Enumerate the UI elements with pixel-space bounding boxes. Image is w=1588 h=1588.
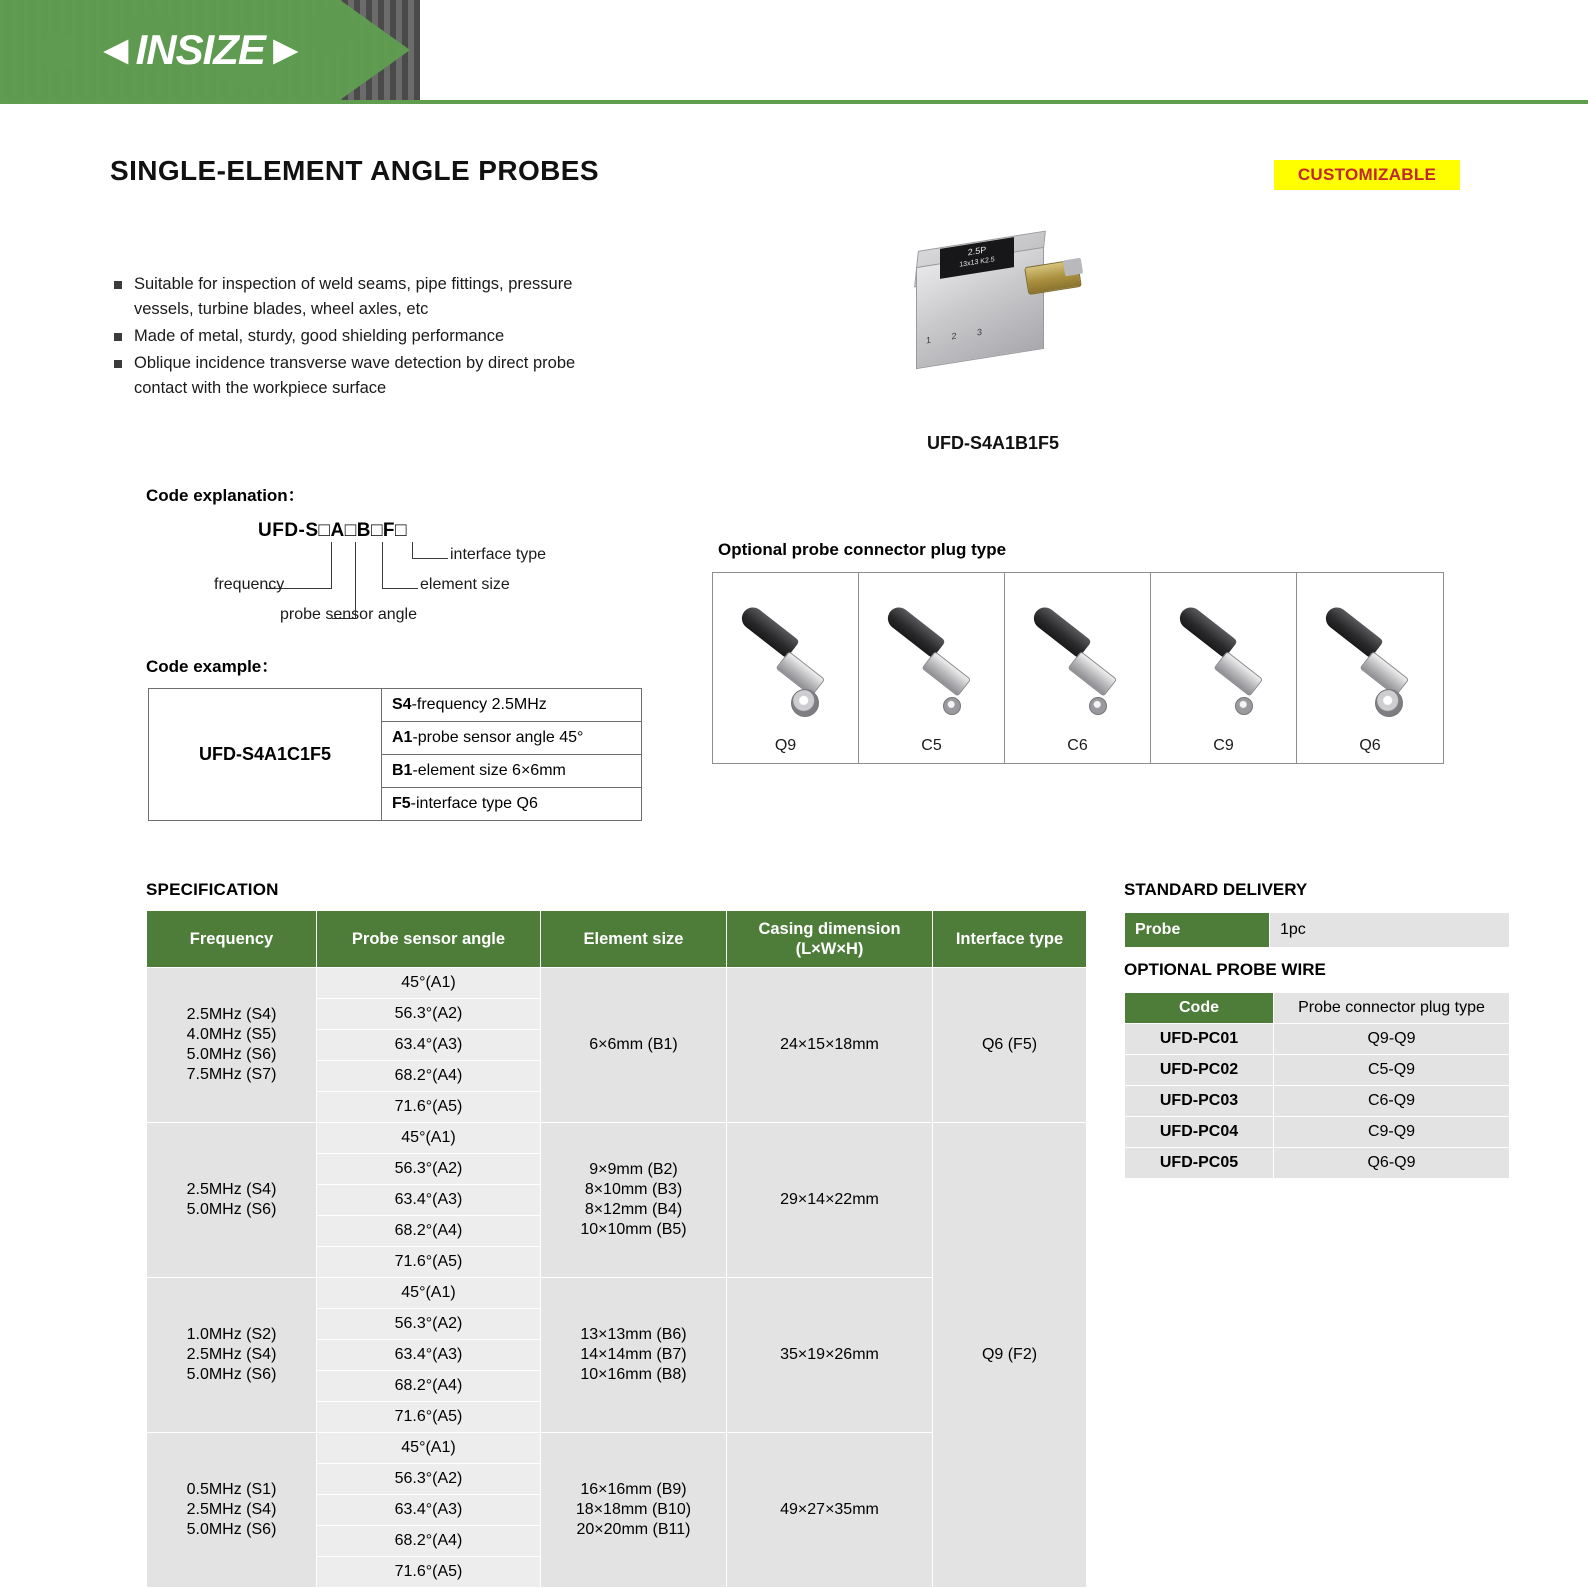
standard-delivery-title: STANDARD DELIVERY (1124, 880, 1308, 899)
table-row (147, 1123, 1087, 1154)
table-row (1125, 1086, 1510, 1117)
feature-list (112, 272, 632, 403)
table-row (147, 968, 1087, 999)
specification-table (146, 910, 1087, 1588)
cell-angle: 45°(A1) (317, 968, 541, 999)
plug-type-label: Q9 (774, 737, 797, 754)
table-row (1125, 913, 1510, 948)
cell-casing-group-3: 35×19×26mm (727, 1278, 933, 1433)
element-size-value: 20×20mm (B11) (576, 1521, 691, 1538)
code-example-title: Code example： (146, 657, 279, 676)
cell-angle: 63.4°(A3) (317, 1340, 541, 1371)
element-size-value: 6×6mm (B1) (589, 1036, 678, 1053)
code-desc: -probe sensor angle 45° (412, 729, 584, 746)
cell-frequency-group-2 (147, 1123, 317, 1278)
cell-plug-type: C5-Q9 (1274, 1055, 1510, 1086)
code-desc: -frequency 2.5MHz (411, 696, 547, 713)
list-item: Suitable for inspection of weld seams, pipe fittings, pressure vessels, turbine blades, wheel axles, etc (112, 272, 632, 322)
column-header-casing-dimension (727, 911, 933, 968)
leader-element-size-vertical (382, 542, 383, 588)
table-header-row (1125, 993, 1510, 1024)
connector-icon (1169, 593, 1279, 723)
page-header (0, 0, 1588, 100)
table-cell (382, 689, 642, 722)
frequency-value: 5.0MHz (S6) (186, 1521, 277, 1538)
product-caption: UFD-S4A1B1F5 (926, 433, 1060, 453)
casing-line1: Casing dimension (758, 920, 901, 938)
cell-angle: 63.4°(A3) (317, 1030, 541, 1061)
cell-probe-label: Probe (1125, 913, 1270, 948)
table-row (1125, 1055, 1510, 1086)
insize-logo (95, 26, 306, 74)
cell-code: UFD-PC05 (1125, 1148, 1274, 1179)
plug-type-label: C9 (1213, 737, 1234, 754)
code-explanation-leaders (146, 520, 666, 640)
specification-title: SPECIFICATION (146, 880, 279, 899)
optional-probe-wire-table (1124, 992, 1510, 1179)
plug-type-label: C6 (1067, 737, 1088, 754)
code-key: S4 (392, 696, 412, 713)
element-size-value: 10×16mm (B8) (580, 1366, 687, 1383)
plug-type-item-c5 (859, 573, 1005, 763)
cell-code: UFD-PC03 (1125, 1086, 1274, 1117)
code-desc: -element size 6×6mm (412, 762, 566, 779)
code-key: A1 (392, 729, 413, 746)
frequency-value: 4.0MHz (S5) (186, 1026, 277, 1043)
code-pattern: UFD-S□A□B□F□ (258, 520, 408, 541)
frequency-value: 5.0MHz (S6) (186, 1366, 277, 1383)
plug-type-title: Optional probe connector plug type (718, 540, 1007, 559)
label-probe-sensor-angle: probe sensor angle (280, 606, 417, 623)
table-row (1125, 1117, 1510, 1148)
element-size-value: 18×18mm (B10) (575, 1501, 692, 1518)
cell-plug-type: Q6-Q9 (1274, 1148, 1510, 1179)
code-key: B1 (392, 762, 413, 779)
cell-interface-group-1: Q6 (F5) (933, 968, 1087, 1123)
cell-angle: 63.4°(A3) (317, 1185, 541, 1216)
cell-frequency-group-3 (147, 1278, 317, 1433)
cell-element-size-group-3 (541, 1278, 727, 1433)
plug-type-item-q6 (1297, 573, 1443, 763)
product-label-line2: 13x13 K2.5 (959, 256, 995, 269)
cell-angle: 56.3°(A2) (317, 1154, 541, 1185)
code-desc: -interface type Q6 (410, 795, 538, 812)
table-cell (382, 722, 642, 755)
connector-icon (1315, 593, 1425, 723)
cell-angle: 45°(A1) (317, 1123, 541, 1154)
column-header-element-size: Element size (541, 911, 727, 968)
cell-frequency-group-4 (147, 1433, 317, 1588)
table-row (149, 689, 642, 722)
plug-type-label: Q6 (1359, 737, 1381, 754)
plug-type-gallery (712, 572, 1444, 764)
cell-casing-group-2: 29×14×22mm (727, 1123, 933, 1278)
label-element-size: element size (420, 576, 510, 593)
cell-angle: 71.6°(A5) (317, 1247, 541, 1278)
element-size-value: 16×16mm (B9) (580, 1481, 687, 1498)
column-header-interface-type: Interface type (933, 911, 1087, 968)
label-interface-type: interface type (450, 546, 547, 563)
cell-casing-group-4: 49×27×35mm (727, 1433, 933, 1588)
logo-left-arrow-icon: ◄ (95, 26, 136, 73)
product-image (868, 215, 1118, 405)
frequency-value: 2.5MHz (S4) (186, 1006, 277, 1023)
frequency-value: 5.0MHz (S6) (186, 1201, 277, 1218)
page-title: SINGLE-ELEMENT ANGLE PROBES (110, 155, 599, 186)
cell-code: UFD-PC01 (1125, 1024, 1274, 1055)
element-size-value: 14×14mm (B7) (580, 1346, 687, 1363)
table-cell (382, 788, 642, 821)
standard-delivery-table (1124, 912, 1510, 948)
cell-angle: 45°(A1) (317, 1433, 541, 1464)
cell-plug-type: Q9-Q9 (1274, 1024, 1510, 1055)
cell-code: UFD-PC04 (1125, 1117, 1274, 1148)
code-example-code: UFD-S4A1C1F5 (149, 689, 382, 821)
label-frequency: frequency (214, 576, 285, 593)
cell-angle: 63.4°(A3) (317, 1495, 541, 1526)
product-connector-tip (1063, 258, 1083, 277)
column-header-code: Code (1125, 993, 1274, 1024)
leader-element-size-horizontal (382, 588, 418, 589)
element-size-value: 8×12mm (B4) (584, 1201, 683, 1218)
list-item: Oblique incidence transverse wave detection by direct probe contact with the workpiece surface (112, 351, 632, 401)
frequency-value: 5.0MHz (S6) (186, 1046, 277, 1063)
cell-interface-group-2: Q9 (F2) (933, 1123, 1087, 1588)
list-item: Made of metal, sturdy, good shielding performance (112, 324, 632, 349)
logo-right-arrow-icon: ► (264, 26, 306, 73)
connector-icon (877, 593, 987, 723)
cell-angle: 68.2°(A4) (317, 1526, 541, 1557)
cell-angle: 56.3°(A2) (317, 1464, 541, 1495)
element-size-value: 10×10mm (B5) (580, 1221, 687, 1238)
cell-plug-type: C9-Q9 (1274, 1117, 1510, 1148)
optional-probe-wire-title: OPTIONAL PROBE WIRE (1124, 960, 1326, 979)
column-header-probe-sensor-angle: Probe sensor angle (317, 911, 541, 968)
cell-probe-qty: 1pc (1270, 913, 1510, 948)
cell-element-size-group-2 (541, 1123, 727, 1278)
plug-type-item-c9 (1151, 573, 1297, 763)
cell-angle: 71.6°(A5) (317, 1557, 541, 1588)
cell-element-size-group-4 (541, 1433, 727, 1588)
plug-type-item-c6 (1005, 573, 1151, 763)
cell-plug-type: C6-Q9 (1274, 1086, 1510, 1117)
status-badge-customizable: CUSTOMIZABLE (1274, 160, 1460, 190)
logo-text: INSIZE (135, 26, 265, 73)
cell-angle: 68.2°(A4) (317, 1061, 541, 1092)
frequency-value: 2.5MHz (S4) (186, 1181, 277, 1198)
cell-frequency-group-1 (147, 968, 317, 1123)
cell-angle: 68.2°(A4) (317, 1216, 541, 1247)
product-label-line1: 2.5P (967, 244, 987, 258)
casing-line2: (L×W×H) (795, 940, 864, 958)
table-header-row (147, 911, 1087, 968)
cell-angle: 68.2°(A4) (317, 1371, 541, 1402)
frequency-value: 2.5MHz (S4) (186, 1501, 277, 1518)
cell-angle: 71.6°(A5) (317, 1092, 541, 1123)
element-size-value: 9×9mm (B2) (589, 1161, 678, 1178)
plug-type-item-q9 (713, 573, 859, 763)
cell-angle: 56.3°(A2) (317, 999, 541, 1030)
column-header-frequency: Frequency (147, 911, 317, 968)
cell-angle: 71.6°(A5) (317, 1402, 541, 1433)
table-row (1125, 1148, 1510, 1179)
cell-code: UFD-PC02 (1125, 1055, 1274, 1086)
table-row (1125, 1024, 1510, 1055)
frequency-value: 7.5MHz (S7) (186, 1066, 277, 1083)
frequency-value: 0.5MHz (S1) (186, 1481, 277, 1498)
leader-frequency-vertical (331, 542, 332, 588)
code-key: F5 (392, 795, 411, 812)
element-size-value: 8×10mm (B3) (584, 1181, 683, 1198)
header-divider (0, 100, 1588, 104)
element-size-value: 13×13mm (B6) (580, 1326, 687, 1343)
table-cell (382, 755, 642, 788)
leader-interface-vertical (412, 542, 413, 558)
cell-casing-group-1: 24×15×18mm (727, 968, 933, 1123)
leader-interface-horizontal (412, 558, 448, 559)
cell-element-size-group-1 (541, 968, 727, 1123)
code-example-table (148, 688, 642, 821)
code-explanation-title: Code explanation： (146, 486, 305, 505)
plug-type-label: C5 (921, 737, 942, 754)
connector-icon (1023, 593, 1133, 723)
column-header-plug-type: Probe connector plug type (1274, 993, 1510, 1024)
product-scale-marks: 1 2 3 (926, 325, 992, 346)
cell-angle: 45°(A1) (317, 1278, 541, 1309)
cell-angle: 56.3°(A2) (317, 1309, 541, 1340)
frequency-value: 2.5MHz (S4) (186, 1346, 277, 1363)
connector-icon (731, 593, 841, 723)
frequency-value: 1.0MHz (S2) (186, 1326, 277, 1343)
